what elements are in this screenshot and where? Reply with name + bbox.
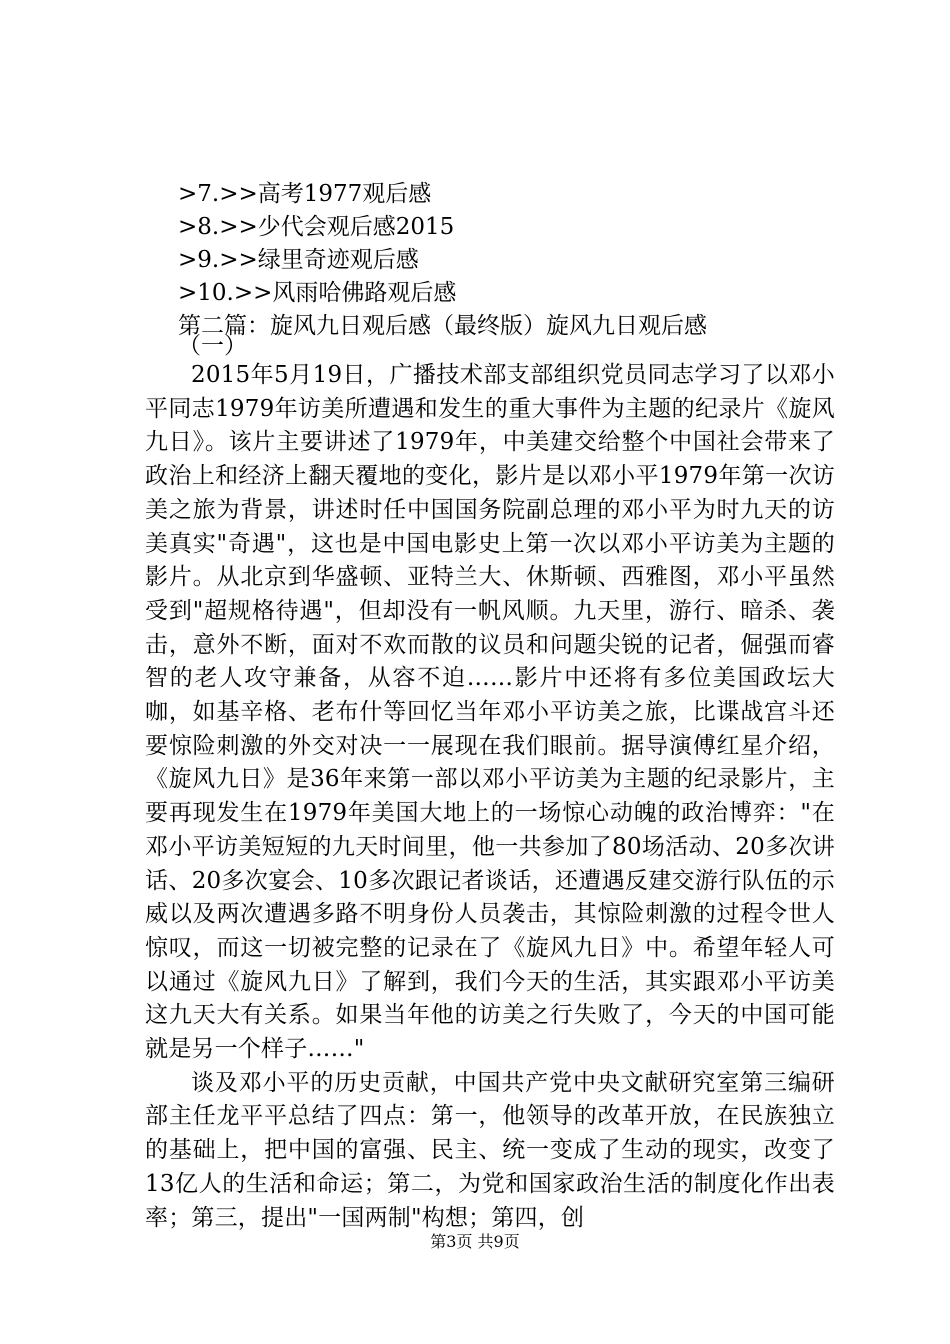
page-footer: 第3页 共9页 <box>430 1232 520 1251</box>
related-articles-list <box>178 178 878 343</box>
list-item[interactable]: >10.>>风雨哈佛路观后感 <box>178 280 457 306</box>
list-item[interactable]: >9.>>绿里奇迹观后感 <box>178 247 419 273</box>
section-title: 第二篇：旋风九日观后感（最终版）旋风九日观后感 <box>178 313 707 339</box>
paragraph: 谈及邓小平的历史贡献，中国共产党中央文献研究室第三编研部主任龙平平总结了四点：第一，他领导的改革开放，在民族独立的基础上，把中国的富强、民主、统一变成了生动的现实，改变了13亿人的生活和命运；第二，为党和国家政治生活的制度化作出表率；第三，提出"一国两制"构想；第四，创 <box>145 1069 835 1231</box>
section-subtitle: （一） <box>178 333 247 359</box>
list-item[interactable]: >8.>>少代会观后感2015 <box>178 214 455 240</box>
list-item[interactable]: >7.>>高考1977观后感 <box>178 181 432 207</box>
paragraph: 2015年5月19日，广播技术部支部组织党员同志学习了以邓小平同志1979年访美所遭遇和发生的重大事件为主题的纪录片《旋风九日》。该片主要讲述了1979年，中美建交给整个中国社会带来了政治上和经济上翻天覆地的变化，影片是以邓小平1979年第一次访美之旅为背景，讲述时任中国国务院副总理的邓小平为时九天的访美真实"奇遇"，这也是中国电影史上第一次以邓小平访美为主题的影片。从北京到华盛顿、亚特兰大、休斯顿、西雅图，邓小平虽然受到"超规格待遇"，但却没有一帆风顺。九天里，游行、暗杀、袭击，意外不断，面对不欢而散的议员和问题尖锐的记者，倔强而睿智的老人攻守兼备，从容不迫……影片中还将有多位美国政坛大咖，如基辛格、老布什等回忆当年邓小平访美之旅，比谍战宫斗还要惊险刺激的外交对决一一展现在我们眼前。据导演傅红星介绍，《旋风九日》是36年来第一部以邓小平访美为主题的纪录影片，主要再现发生在1979年美国大地上的一场惊心动魄的政治博弈："在邓小平访美短短的九天时间里，他一共参加了80场活动、20多次讲话、20多次宴会、10多次跟记者谈话，还遭遇反建交游行队伍的示威以及两次遭遇多路不明身份人员袭击，其惊险刺激的过程令世人惊叹，而这一切被完整的记录在了《旋风九日》中。希望年轻人可以通过《旋风九日》了解到，我们今天的生活，其实跟邓小平访美这九天大有关系。如果当年他的访美之行失败了，今天的中国可能就是另一个样子……" <box>145 362 835 1063</box>
article-body <box>145 359 835 1235</box>
